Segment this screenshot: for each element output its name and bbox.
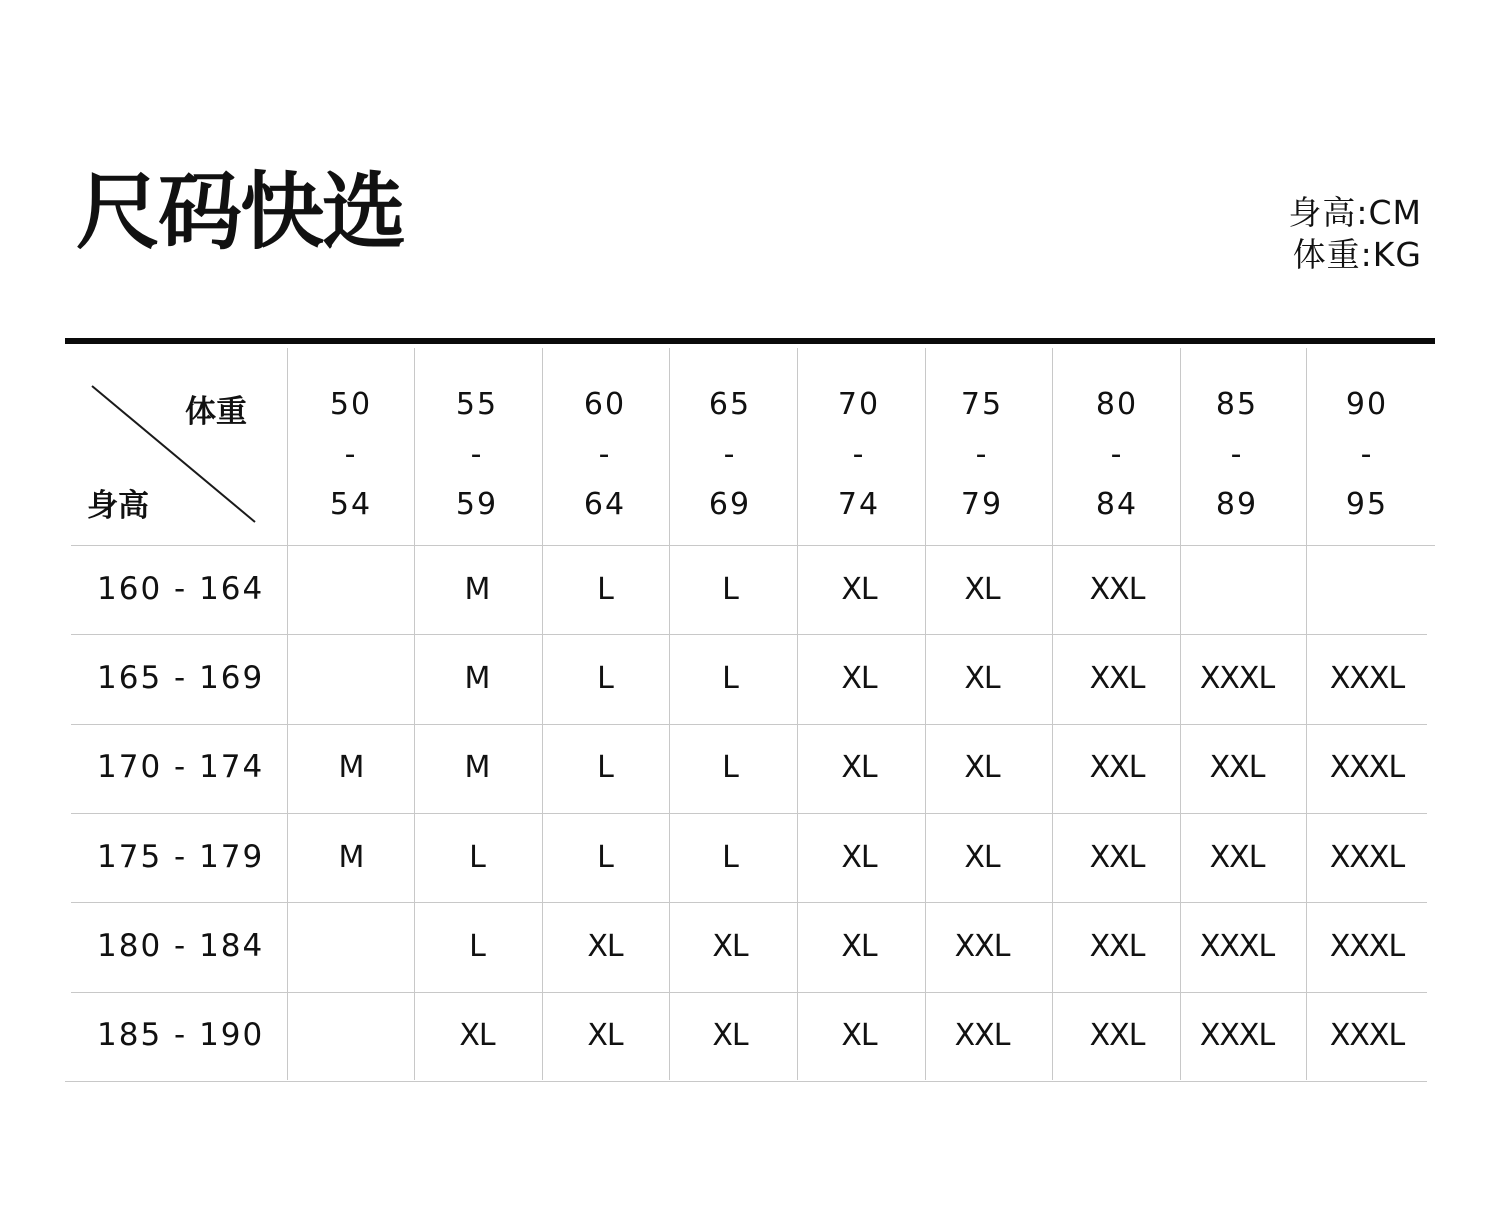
- size-cell: XL: [964, 660, 1000, 696]
- grid-vline: [287, 348, 288, 1080]
- size-cell: XL: [841, 750, 877, 786]
- grid-vline: [1306, 348, 1307, 1080]
- weight-header: [819, 387, 899, 522]
- size-cell: XXXL: [1329, 750, 1405, 786]
- weight-header-separator: -: [1110, 437, 1124, 472]
- weight-header-from: 60: [583, 387, 627, 422]
- size-cell: XL: [841, 928, 877, 964]
- size-cell: XXL: [1089, 839, 1145, 875]
- height-range-label: 165 - 169: [97, 659, 265, 696]
- size-cell: XL: [587, 1018, 623, 1054]
- size-cell: L: [597, 750, 613, 786]
- weight-header-separator: -: [975, 437, 989, 472]
- height-range-label: 175 - 179: [97, 838, 265, 875]
- height-range-label: 160 - 164: [97, 570, 265, 607]
- weight-header-to: 69: [708, 487, 752, 522]
- weight-header-separator: -: [344, 437, 358, 472]
- size-cell: XL: [841, 660, 877, 696]
- size-cell: XXXL: [1199, 1018, 1275, 1054]
- weight-header: [690, 387, 770, 522]
- size-cell: L: [597, 571, 613, 607]
- weight-header-from: 70: [837, 387, 881, 422]
- size-cell: XXL: [954, 1018, 1010, 1054]
- size-cell: L: [469, 928, 485, 964]
- height-range-label: 180 - 184: [97, 927, 265, 964]
- size-cell: XL: [712, 1018, 748, 1054]
- size-cell: M: [338, 839, 364, 875]
- size-cell: XXL: [1209, 839, 1265, 875]
- size-cell: XL: [712, 928, 748, 964]
- weight-header-from: 90: [1345, 387, 1389, 422]
- grid-vline: [669, 348, 670, 1080]
- size-cell: M: [464, 750, 490, 786]
- weight-header-from: 75: [960, 387, 1004, 422]
- grid-hline: [71, 992, 1427, 993]
- grid-vline: [1180, 348, 1181, 1080]
- size-cell: XXXL: [1329, 1018, 1405, 1054]
- size-cell: L: [722, 750, 738, 786]
- size-cell: XXL: [1089, 750, 1145, 786]
- weight-header-from: 55: [455, 387, 499, 422]
- height-unit-label: 身高:CM: [1288, 193, 1422, 232]
- grid-vline: [414, 348, 415, 1080]
- size-cell: M: [464, 660, 490, 696]
- grid-vline: [925, 348, 926, 1080]
- grid-vline: [1052, 348, 1053, 1080]
- grid-hline: [71, 545, 1435, 546]
- grid-hline: [71, 634, 1427, 635]
- weight-header-to: 95: [1345, 487, 1389, 522]
- weight-header-from: 80: [1095, 387, 1139, 422]
- size-cell: XL: [964, 839, 1000, 875]
- weight-header-from: 50: [329, 387, 373, 422]
- size-cell: L: [469, 839, 485, 875]
- units-legend: [1288, 192, 1422, 276]
- size-cell: L: [597, 660, 613, 696]
- size-cell: XXL: [1089, 1018, 1145, 1054]
- weight-header-separator: -: [723, 437, 737, 472]
- weight-header-separator: -: [1360, 437, 1374, 472]
- height-range-label: 170 - 174: [97, 749, 265, 786]
- weight-header: [565, 387, 645, 522]
- grid-hline: [71, 724, 1427, 725]
- size-cell: XL: [964, 571, 1000, 607]
- size-cell: XL: [841, 571, 877, 607]
- weight-header-separator: -: [1230, 437, 1244, 472]
- size-cell: XL: [587, 928, 623, 964]
- size-cell: XXXL: [1199, 928, 1275, 964]
- weight-header-to: 79: [960, 487, 1004, 522]
- size-cell: M: [338, 750, 364, 786]
- size-cell: XXL: [1089, 660, 1145, 696]
- weight-header: [1197, 387, 1277, 522]
- size-cell: L: [722, 660, 738, 696]
- grid-hline: [65, 1081, 1427, 1082]
- grid-vline: [542, 348, 543, 1080]
- weight-header-separator: -: [852, 437, 866, 472]
- weight-unit-label: 体重:KG: [1292, 235, 1422, 274]
- weight-header-from: 65: [708, 387, 752, 422]
- size-cell: XXXL: [1329, 660, 1405, 696]
- size-cell: XXXL: [1329, 928, 1405, 964]
- corner-weight-label: 体重: [185, 394, 247, 430]
- size-cell: L: [722, 571, 738, 607]
- weight-header: [942, 387, 1022, 522]
- size-cell: XL: [841, 1018, 877, 1054]
- weight-header: [311, 387, 391, 522]
- height-range-label: 185 - 190: [97, 1017, 265, 1054]
- weight-header-to: 54: [329, 487, 373, 522]
- size-cell: M: [464, 571, 490, 607]
- weight-header-to: 59: [455, 487, 499, 522]
- weight-header-to: 64: [583, 487, 627, 522]
- weight-header: [1077, 387, 1157, 522]
- size-cell: XXL: [1209, 750, 1265, 786]
- weight-header-separator: -: [598, 437, 612, 472]
- weight-header-to: 84: [1095, 487, 1139, 522]
- size-cell: L: [597, 839, 613, 875]
- size-cell: L: [722, 839, 738, 875]
- weight-header: [1327, 387, 1407, 522]
- size-cell: XXL: [1089, 928, 1145, 964]
- page-title: 尺码快选: [76, 163, 405, 261]
- corner-height-label: 身高: [87, 488, 149, 524]
- grid-hline: [71, 902, 1427, 903]
- weight-header-from: 85: [1215, 387, 1259, 422]
- weight-header: [437, 387, 517, 522]
- size-cell: XXL: [954, 928, 1010, 964]
- grid-hline: [71, 813, 1427, 814]
- weight-header-to: 89: [1215, 487, 1259, 522]
- grid-vline: [797, 348, 798, 1080]
- size-cell: XXXL: [1199, 660, 1275, 696]
- weight-header-to: 74: [837, 487, 881, 522]
- weight-header-separator: -: [470, 437, 484, 472]
- size-cell: XL: [459, 1018, 495, 1054]
- size-cell: XXXL: [1329, 839, 1405, 875]
- size-chart-table: [65, 344, 1435, 1086]
- size-cell: XL: [964, 750, 1000, 786]
- size-cell: XL: [841, 839, 877, 875]
- size-cell: XXL: [1089, 571, 1145, 607]
